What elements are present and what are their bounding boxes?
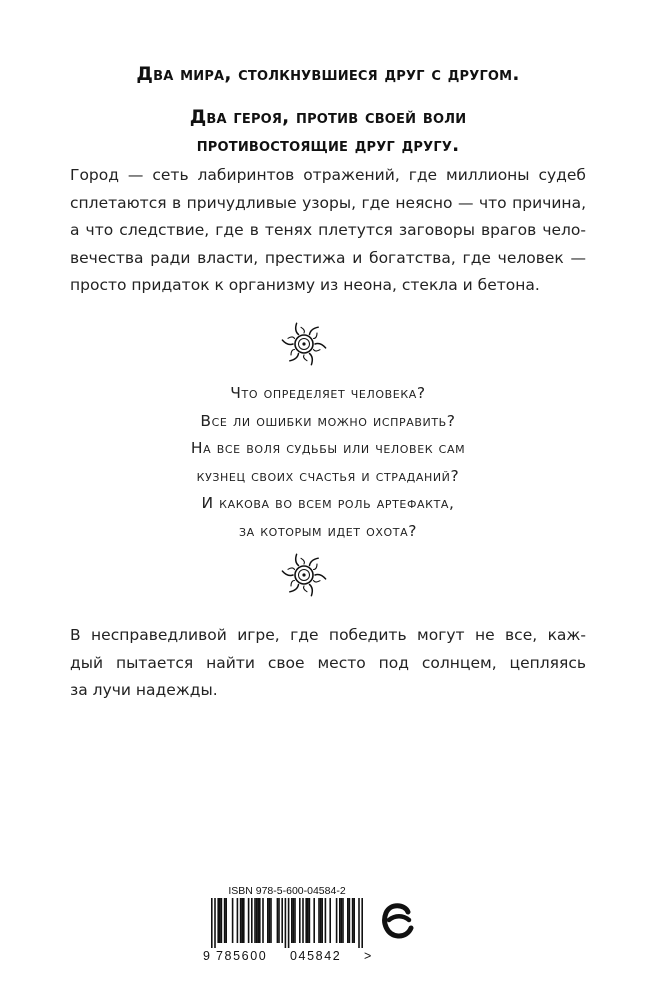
ornament-ray [314, 350, 321, 352]
ornament-ray [314, 564, 318, 570]
headline-line-1: Два мира, столкнувшиеся друг с другом. [136, 64, 520, 85]
question-line: кузнец своих счастья и страданий? [196, 466, 460, 485]
barcode-bar [270, 898, 272, 943]
barcode-bar [217, 898, 219, 943]
ornament-ray [291, 350, 295, 356]
barcode-bar [248, 898, 250, 943]
barcode-bar [352, 898, 354, 943]
barcode-digit-group-2: 045842 [290, 949, 342, 963]
barcode-end-mark: > [364, 949, 372, 963]
barcode-bar [320, 898, 322, 943]
barcode-bar [281, 898, 283, 943]
barcode-bar [294, 898, 296, 943]
barcode-bar [299, 898, 301, 943]
barcode-bar [339, 898, 341, 943]
barcode-bar [257, 898, 259, 943]
barcode-bars [203, 898, 365, 948]
publisher-logo-icon [381, 898, 415, 942]
barcode-bar [305, 898, 307, 943]
barcode-bar [307, 898, 309, 943]
ornament-ray [310, 354, 313, 365]
paragraph-line: а что следствие, где в тенях плетутся заговоры врагов чело- [70, 221, 586, 239]
questions-block [0, 380, 656, 545]
ornament-ray [314, 581, 321, 583]
ornament-ray [315, 343, 326, 347]
barcode-bar [291, 898, 293, 943]
barcode-bar [313, 898, 315, 943]
barcode-bar [361, 898, 363, 948]
barcode-bar [219, 898, 221, 943]
question-line: Все ли ошибки можно исправить? [200, 411, 456, 430]
question-line: На все воля судьбы или человек сам [190, 439, 466, 457]
barcode-bar [254, 898, 256, 943]
barcode-bar [251, 898, 253, 943]
paragraph-line: за лучи надежды. [70, 681, 218, 699]
ornament-ray [301, 558, 304, 564]
barcode-bar [329, 898, 331, 943]
barcode-bar [325, 898, 327, 943]
barcode-digit-first: 9 [203, 949, 210, 963]
barcode-bar [278, 898, 280, 943]
ornament-ray [304, 586, 307, 592]
barcode-bar [302, 898, 304, 943]
ornament-ray [314, 333, 318, 339]
barcode-digit-group-1: 785600 [216, 949, 268, 963]
barcode-bar [240, 898, 242, 943]
barcode-bar [211, 898, 213, 948]
barcode-bar [259, 898, 261, 943]
barcode-bar [347, 898, 349, 943]
barcode-bar [262, 898, 264, 943]
ornament-ray [288, 337, 295, 339]
barcode-bar [318, 898, 320, 943]
headline-block [0, 104, 656, 160]
ornament-ray [310, 585, 313, 596]
barcode-bar [293, 898, 295, 943]
ornament-ray [296, 554, 299, 565]
game-paragraph [70, 622, 586, 705]
ornament-center [302, 342, 305, 345]
headline-line-3: противостоящие друг другу. [196, 135, 460, 156]
headline-line-2: Два героя, против своей воли [189, 107, 467, 128]
question-line: И какова во всем роль артефакта, [201, 494, 455, 512]
barcode-bar [267, 898, 269, 943]
ornament-ray [315, 574, 326, 578]
barcode-bar [285, 898, 287, 948]
barcode-bar [358, 898, 360, 948]
ornament-ray [282, 571, 293, 575]
paragraph-line: сплетаются в причудливые узоры, где неясно — что причина, [70, 193, 586, 212]
barcode-bar [321, 898, 323, 943]
barcode-bar [353, 898, 355, 943]
barcode-bar [225, 898, 227, 943]
ornament-ray [291, 581, 295, 587]
barcode-bar [237, 898, 239, 943]
ornament-ray [282, 340, 293, 344]
barcode-bar [269, 898, 271, 943]
paragraph-line: вечества ради власти, престижа и богатства, где человек — [70, 248, 586, 267]
barcode-bar [341, 898, 343, 943]
barcode-bar [214, 898, 216, 948]
barcode-bar [232, 898, 234, 943]
barcode-bar [349, 898, 351, 943]
barcode-bar [221, 898, 223, 943]
question-line: за которым идет охота? [238, 521, 418, 540]
paragraph-line: просто придаток к организму из неона, стекла и бетона. [70, 276, 540, 294]
barcode-bar [243, 898, 245, 943]
ornament-ray [304, 355, 307, 361]
barcode-bar [224, 898, 226, 943]
barcode-bar [241, 898, 243, 943]
barcode-bar [288, 898, 290, 948]
barcode-bar [277, 898, 279, 943]
sun-ornament-icon [278, 549, 330, 601]
ornament-ray [296, 323, 299, 334]
ornament-ray [301, 327, 304, 333]
barcode-bar [336, 898, 338, 943]
barcode-bar [342, 898, 344, 943]
isbn-barcode [203, 885, 371, 965]
ornament-ray [288, 568, 295, 570]
paragraph-line: дый пытается найти свое место под солнцем, цепляясь [70, 653, 586, 672]
isbn-label: ISBN 978-5-600-04584-2 [228, 885, 346, 897]
barcode-bar [256, 898, 258, 943]
paragraph-line: В несправедливой игре, где победить могут не все, каж- [70, 626, 586, 644]
sun-ornament-icon [278, 318, 330, 370]
question-line: Что определяет человека? [230, 384, 426, 402]
paragraph-line: Город — сеть лабиринтов отражений, где миллионы судеб [70, 166, 586, 184]
ornament-center [302, 573, 305, 576]
city-paragraph [70, 162, 586, 300]
barcode-bar [309, 898, 311, 943]
